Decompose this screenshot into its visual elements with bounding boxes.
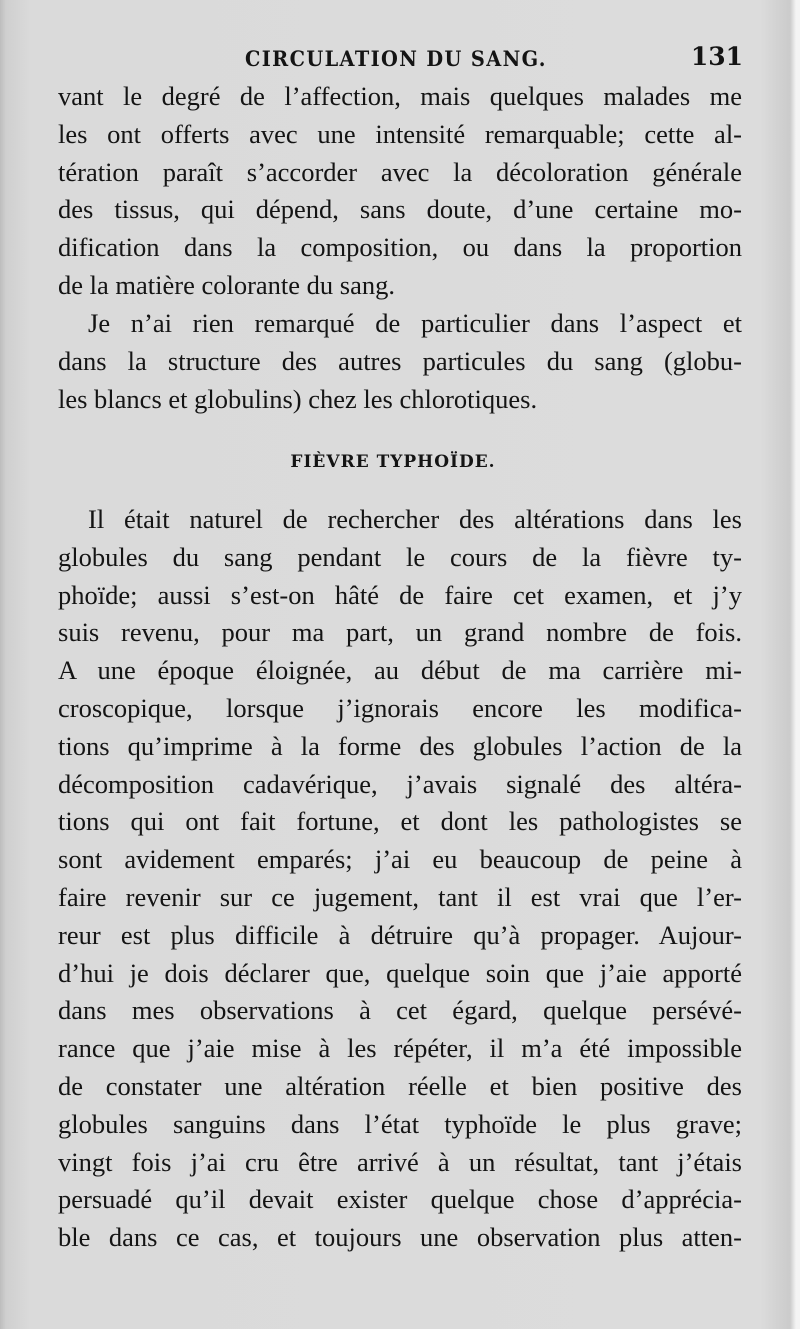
paragraph-1 (58, 78, 742, 305)
text-line: phoïde; aussi s’est-on hâté de faire cet examen, et j’y (58, 579, 742, 610)
text-line: croscopique, lorsque j’ignorais encore les modifica- (58, 692, 742, 723)
running-title: CIRCULATION DU SANG. (245, 46, 547, 71)
text-line: Je n’ai rien remarqué de particulier dans l’aspect et (88, 308, 742, 338)
text-line: tération paraît s’accorder avec la décoloration générale (58, 156, 742, 187)
text-line: faire revenir sur ce jugement, tant il est vrai que l’er- (58, 881, 742, 912)
text-line: de la matière colorante du sang. (58, 269, 395, 300)
text-line: ble dans ce cas, et toujours une observation plus atten- (58, 1222, 742, 1253)
text-line: dans la structure des autres particules du sang (globu- (58, 345, 742, 376)
text-line: tions qui ont fait fortune, et dont les pathologistes se (58, 806, 742, 837)
text-line: globules du sang pendant le cours de la fièvre ty- (58, 541, 742, 572)
text-line: dification dans la composition, ou dans la proportion (58, 232, 742, 263)
text-line: persuadé qu’il devait exister quelque chose d’apprécia- (58, 1184, 742, 1215)
text-line: vant le degré de l’affection, mais quelques malades me (58, 81, 742, 111)
text-line: décomposition cadavérique, j’avais signalé des altéra- (58, 768, 742, 799)
text-line: tions qu’imprime à la forme des globules l’action de la (58, 730, 742, 761)
text-line: dans mes observations à cet égard, quelque persévé- (58, 995, 742, 1026)
text-line: Il était naturel de rechercher des altérations dans les (88, 504, 742, 534)
page-header (55, 42, 743, 74)
page-number: 131 (690, 42, 743, 71)
text-line: A une époque éloignée, au début de ma carrière mi- (58, 655, 742, 686)
text-line: de constater une altération réelle et bien positive des (58, 1070, 742, 1101)
paragraph-3 (58, 501, 742, 1257)
text-line: reur est plus difficile à détruire qu’à propager. Aujour- (58, 919, 742, 950)
text-line: sont avidement emparés; j’ai eu beaucoup de peine à (58, 844, 742, 875)
text-line: rance que j’aie mise à les répéter, il m’a été impossible (58, 1033, 742, 1064)
text-line: les blancs et globulins) chez les chlorotiques. (58, 383, 538, 414)
paragraph-2 (58, 305, 742, 418)
text-line: vingt fois j’ai cru être arrivé à un résultat, tant j’étais (58, 1146, 742, 1177)
section-title (0, 452, 800, 472)
text-line: globules sanguins dans l’état typhoïde le plus grave; (58, 1108, 742, 1139)
text-line: d’hui je dois déclarer que, quelque soin que j’aie apporté (58, 957, 742, 988)
text-line: des tissus, qui dépend, sans doute, d’une certaine mo- (58, 194, 742, 225)
section-title-text: FIÈVRE TYPHOÏDE. (290, 452, 496, 472)
text-line: les ont offerts avec une intensité remarquable; cette al- (58, 118, 742, 149)
text-line: suis revenu, pour ma part, un grand nombre de fois. (58, 617, 742, 648)
